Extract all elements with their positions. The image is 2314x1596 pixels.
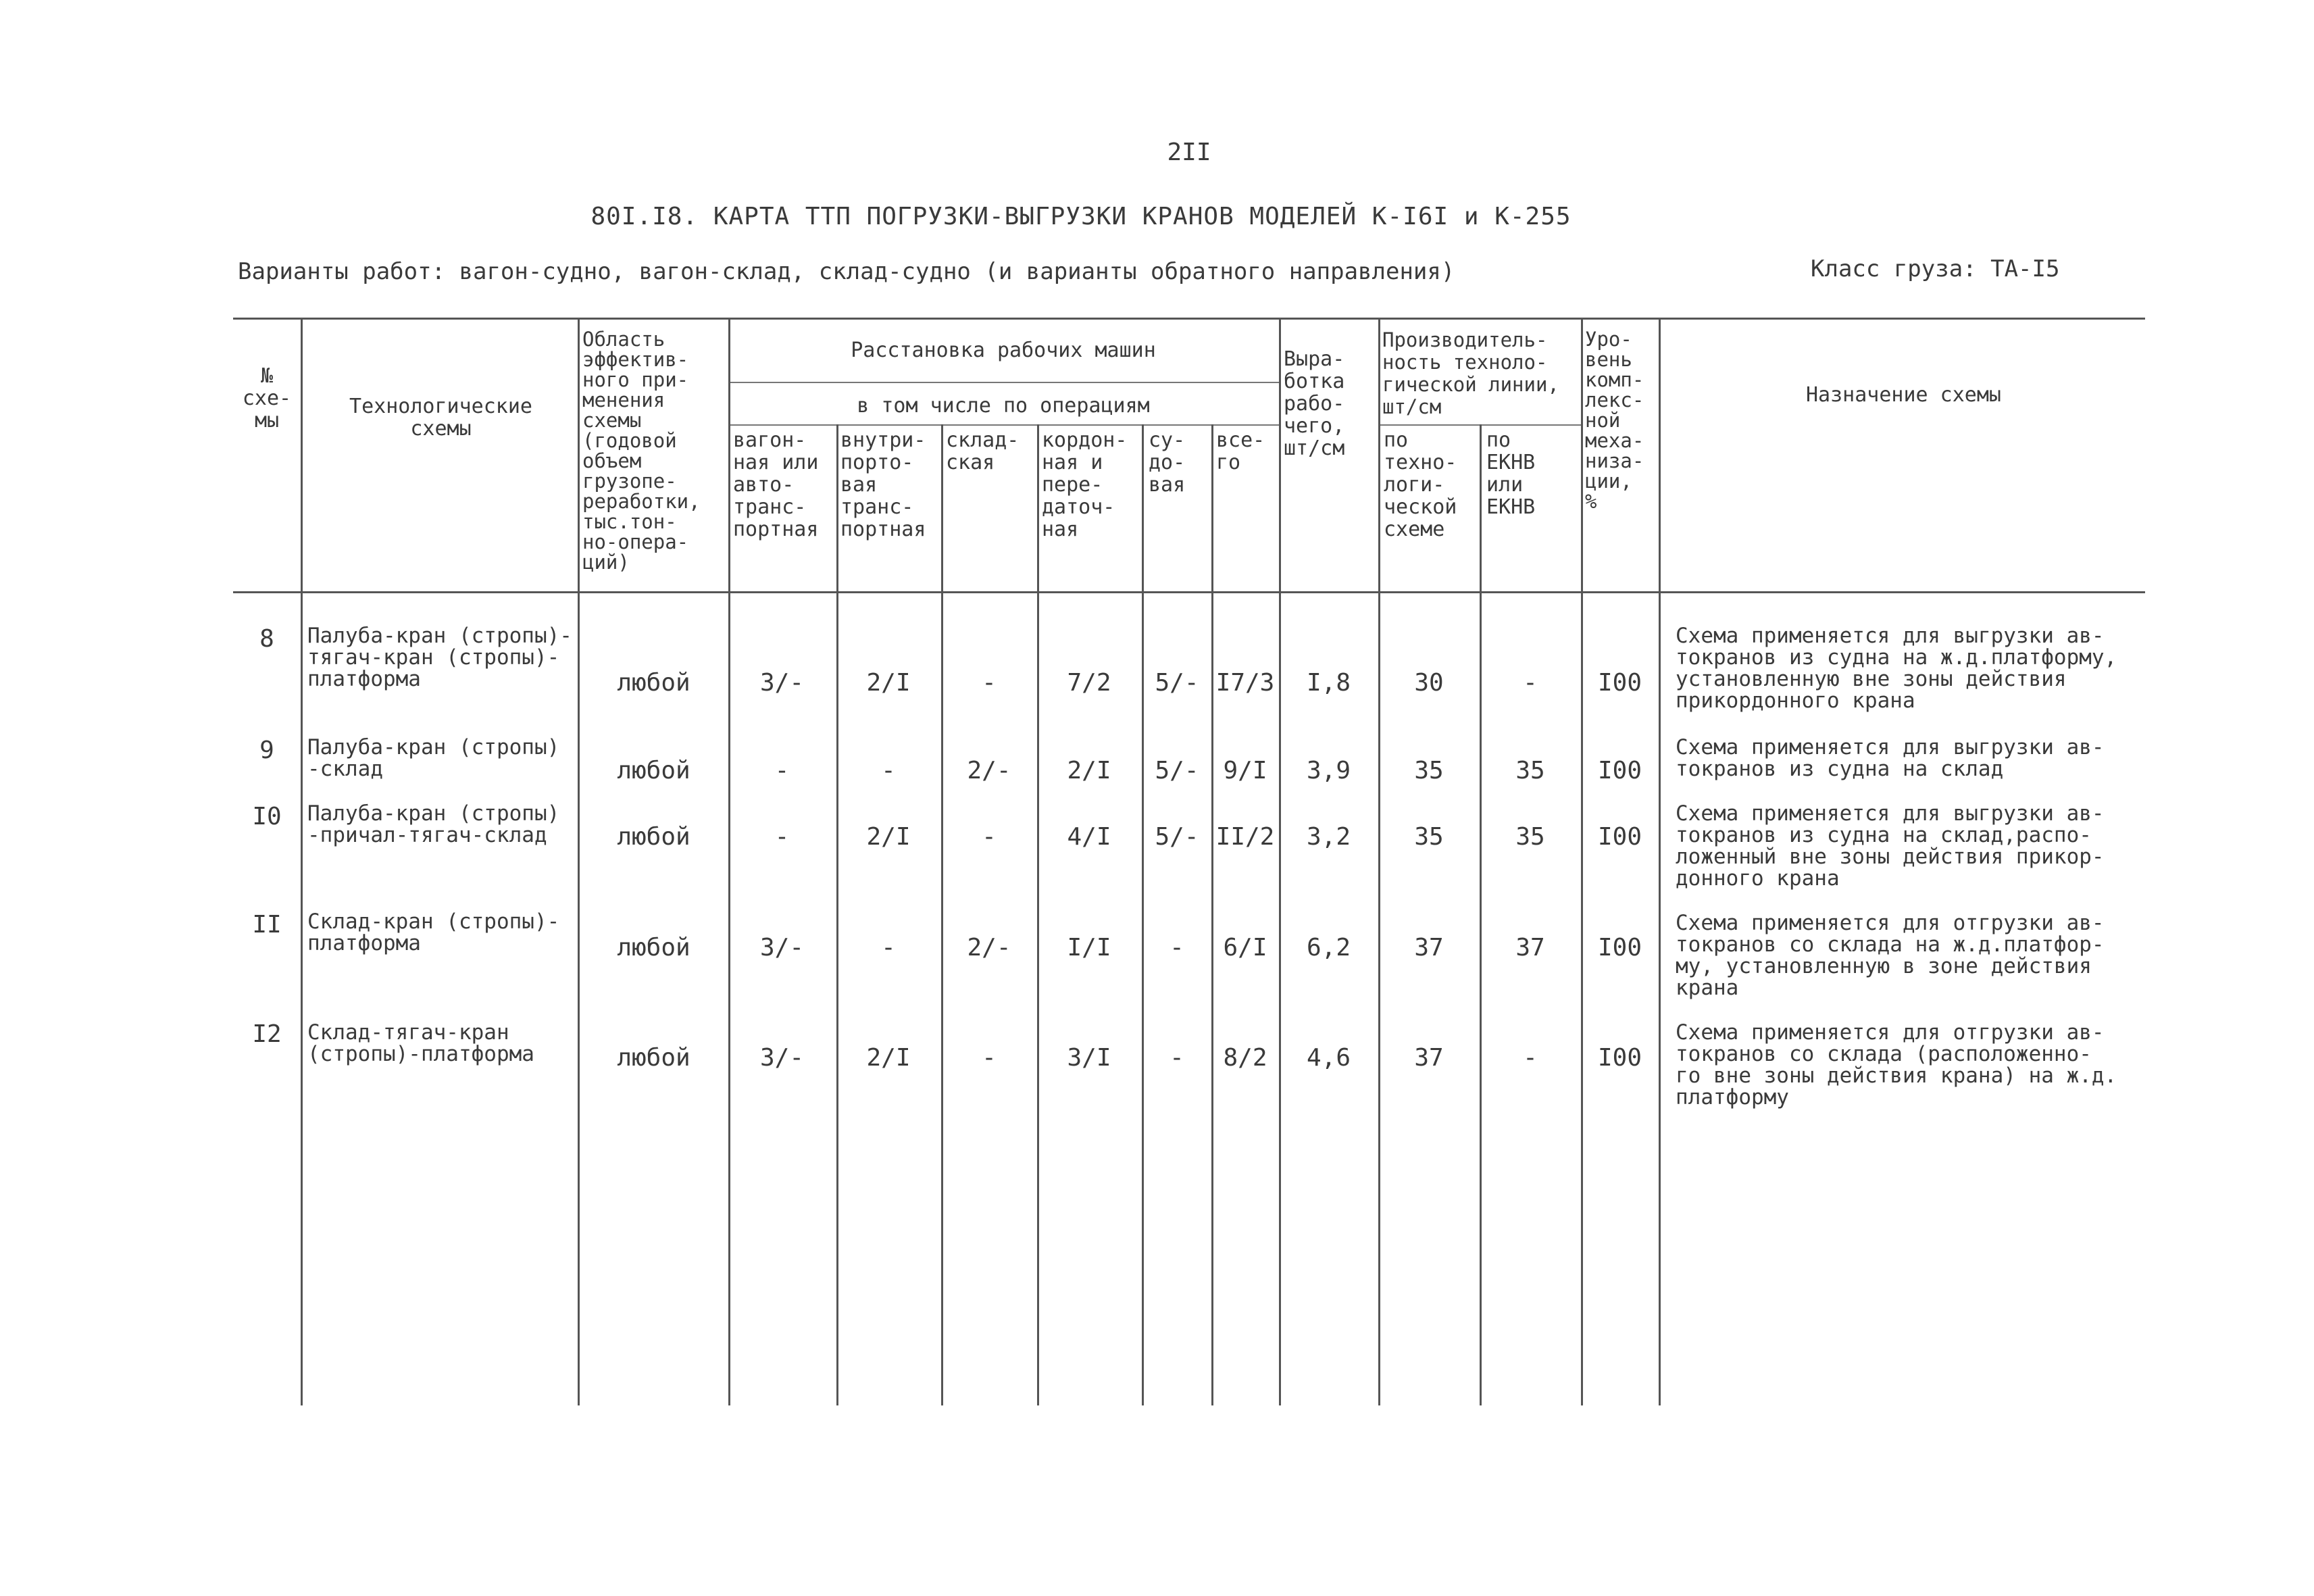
row-by-eknv: 35 (1515, 823, 1545, 851)
row-scheme: Палуба-кран (стропы) -склад (307, 735, 560, 781)
row-output: 6,2 (1306, 934, 1351, 962)
header-intraport: внутри- порто- вая транс- портная (840, 428, 926, 541)
row-purpose: Схема применяется для выгрузки ав- токранов из судна на ж.д.платформу, установленную вне зоны действия прикордонного крана (1676, 624, 2117, 713)
row-intraport: - (881, 934, 896, 962)
header-cordon: кордон- ная и пере- даточ- ная (1042, 428, 1128, 541)
row-purpose: Схема применяется для отгрузки ав- токранов со склада на ж.д.платфор- му, установленную в зоне действия крана (1676, 911, 2105, 1000)
row-scheme: Палуба-кран (стропы)- тягач-кран (стропы)- платформа (307, 624, 572, 691)
row-area: любой (617, 757, 690, 784)
header-mechanization-level: Уро- вень комп- лекс- ной меха- низа- ции, % (1585, 328, 1644, 513)
row-total: I7/3 (1215, 669, 1275, 697)
header-machine-placement: Расстановка рабочих машин (851, 339, 1156, 362)
row-output: I,8 (1306, 669, 1351, 697)
row-wagon: 3/- (759, 669, 805, 697)
row-output: 3,9 (1306, 757, 1351, 784)
header-by-operations: в том числе по операциям (857, 394, 1150, 418)
row-scheme: Склад-кран (стропы)- платформа (307, 909, 560, 955)
row-warehouse: - (982, 1044, 997, 1072)
row-warehouse: - (982, 669, 997, 697)
row-wagon: - (774, 757, 790, 784)
header-scheme-number: № схе- мы (242, 364, 292, 432)
row-scheme: Палуба-кран (стропы) -причал-тягач-склад (307, 801, 560, 847)
header-productivity: Производитель- ность техноло- гической линии, шт/см (1382, 328, 1559, 418)
page-number: 2II (1167, 139, 1211, 166)
row-warehouse: 2/- (967, 757, 1011, 784)
row-mechanization: I00 (1597, 823, 1642, 851)
row-intraport: 2/I (866, 823, 911, 851)
row-total: 9/I (1223, 757, 1267, 784)
row-ship: - (1169, 1044, 1184, 1072)
row-mechanization: I00 (1597, 757, 1642, 784)
row-output: 4,6 (1306, 1044, 1351, 1072)
row-area: любой (617, 823, 690, 851)
row-warehouse: - (982, 823, 997, 851)
row-by-scheme: 30 (1414, 669, 1444, 697)
row-total: II/2 (1215, 823, 1275, 851)
row-number: II (252, 911, 282, 939)
row-total: 8/2 (1223, 1044, 1267, 1072)
row-intraport: - (881, 757, 896, 784)
row-purpose: Схема применяется для выгрузки ав- токранов из судна на склад (1676, 735, 2105, 781)
cargo-class: Класс груза: ТА-I5 (1811, 255, 2060, 282)
row-wagon: 3/- (759, 934, 805, 962)
header-warehouse: склад- ская (946, 428, 1020, 474)
row-area: любой (617, 1044, 690, 1072)
row-by-eknv: 37 (1515, 934, 1545, 962)
header-by-scheme: по техно- логи- ческой схеме (1384, 428, 1457, 541)
header-scheme-purpose: Назначение схемы (1806, 383, 2001, 407)
row-ship: 5/- (1155, 669, 1199, 697)
row-intraport: 2/I (866, 1044, 911, 1072)
row-mechanization: I00 (1597, 1044, 1642, 1072)
row-by-scheme: 35 (1414, 757, 1444, 784)
row-number: 8 (259, 625, 274, 653)
row-total: 6/I (1223, 934, 1267, 962)
row-cordon: 7/2 (1067, 669, 1111, 697)
header-ship: су- до- вая (1149, 428, 1186, 497)
row-area: любой (617, 669, 690, 697)
row-by-scheme: 35 (1414, 823, 1444, 851)
row-ship: - (1169, 934, 1184, 962)
row-cordon: 2/I (1067, 757, 1111, 784)
row-wagon: - (774, 823, 790, 851)
document-title: 80I.I8. КАРТА ТТП ПОГРУЗКИ-ВЫГРУЗКИ КРАНОВ МОДЕЛЕЙ К-I6I и К-255 (590, 203, 1571, 230)
header-total: все- го (1216, 428, 1265, 474)
row-by-eknv: 35 (1515, 757, 1545, 784)
row-by-scheme: 37 (1414, 1044, 1444, 1072)
header-wagon: вагон- ная или авто- транс- портная (733, 428, 819, 541)
header-technological-schemes: Технологические схемы (349, 395, 532, 441)
row-cordon: I/I (1067, 934, 1111, 962)
row-mechanization: I00 (1597, 934, 1642, 962)
row-mechanization: I00 (1597, 669, 1642, 697)
row-cordon: 4/I (1067, 823, 1111, 851)
row-scheme: Склад-тягач-кран (стропы)-платформа (307, 1020, 534, 1066)
row-wagon: 3/- (759, 1044, 805, 1072)
row-warehouse: 2/- (967, 934, 1011, 962)
row-cordon: 3/I (1067, 1044, 1111, 1072)
header-application-area: Область эффектив- ного при- менения схемы (годовой объем грузопе- реработки, тыс.тон- но-опера- ций) (582, 328, 701, 574)
row-by-eknv: - (1523, 1044, 1538, 1072)
row-area: любой (617, 934, 690, 962)
row-output: 3,2 (1306, 823, 1351, 851)
header-output: Выра- ботка рабо- чего, шт/см (1284, 347, 1345, 460)
row-ship: 5/- (1155, 757, 1199, 784)
row-purpose: Схема применяется для выгрузки ав- токранов из судна на склад,распо- ложенный вне зоны действия прикор- донного крана (1676, 801, 2105, 891)
work-variants: Варианты работ: вагон-судно, вагон-склад, склад-судно (и варианты обратного направления) (238, 258, 1455, 285)
row-by-eknv: - (1523, 669, 1538, 697)
row-intraport: 2/I (866, 669, 911, 697)
header-by-eknv: по ЕКНВ или ЕКНВ (1486, 428, 1536, 519)
row-purpose: Схема применяется для отгрузки ав- токранов со склада (расположенно- го вне зоны действия крана) на ж.д. платформу (1676, 1020, 2117, 1109)
row-number: I0 (252, 803, 282, 830)
row-by-scheme: 37 (1414, 934, 1444, 962)
row-number: 9 (259, 737, 274, 764)
row-number: I2 (252, 1020, 282, 1048)
row-ship: 5/- (1155, 823, 1199, 851)
